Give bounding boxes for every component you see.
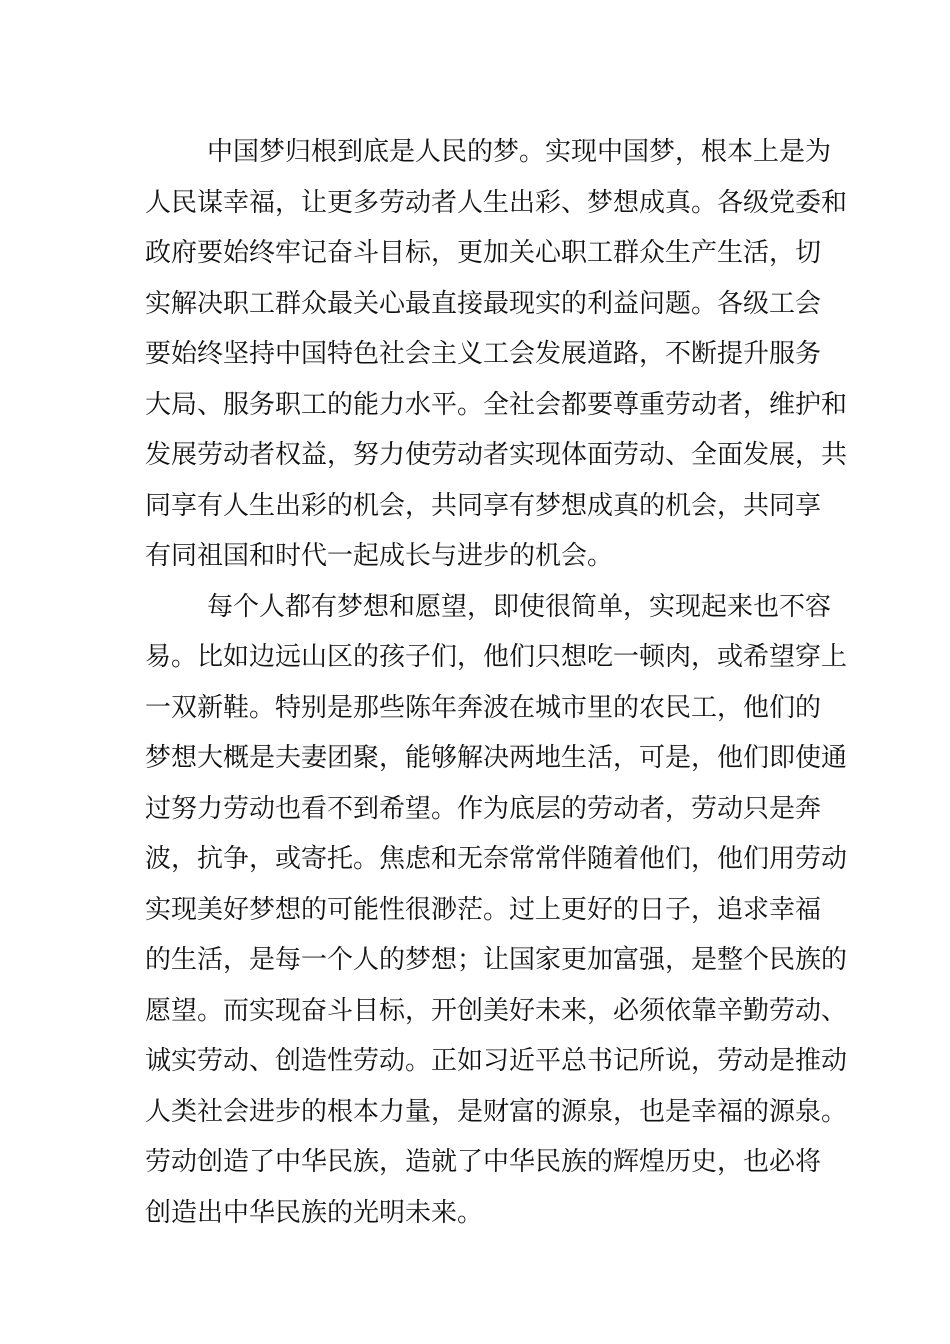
text-line: 同享有人生出彩的机会，共同享有梦想成真的机会，共同享 — [145, 490, 822, 521]
text-line: 梦想大概是夫妻团聚，能够解决两地生活，可是，他们即使通 — [145, 743, 848, 773]
text-line: 发展劳动者权益，努力使劳动者实现体面劳动、全面发展，共 — [145, 440, 848, 470]
text-line: 政府要始终牢记奋斗目标，更加关心职工群众生产生活，切 — [145, 238, 822, 268]
body-text — [145, 127, 848, 1238]
text-line: 的生活，是每一个人的梦想；让国家更加富强，是整个民族的 — [145, 945, 848, 975]
text-line: 人类社会进步的根本力量，是财富的源泉，也是幸福的源泉。 — [145, 1096, 848, 1127]
text-line: 人民谋幸福，让更多劳动者人生出彩、梦想成真。各级党委和 — [145, 187, 848, 218]
text-line: 愿望。而实现奋斗目标，开创美好未来，必须依靠辛勤劳动、 — [145, 995, 848, 1026]
paragraph-1 — [145, 127, 848, 582]
text-line: 实解决职工群众最关心最直接最现实的利益问题。各级工会 — [145, 288, 822, 319]
text-line: 要始终坚持中国特色社会主义工会发展道路，不断提升服务 — [145, 339, 822, 369]
text-line: 劳动创造了中华民族，造就了中华民族的辉煌历史，也必将 — [145, 1147, 822, 1177]
text-line: 每个人都有梦想和愿望，即使很简单，实现起来也不容 — [207, 591, 832, 622]
paragraph-2 — [145, 582, 848, 1239]
text-line: 易。比如边远山区的孩子们，他们只想吃一顿肉，或希望穿上 — [145, 642, 848, 672]
text-line: 中国梦归根到底是人民的梦。实现中国梦，根本上是为 — [207, 137, 832, 167]
text-line: 一双新鞋。特别是那些陈年奔波在城市里的农民工，他们的 — [145, 692, 822, 723]
text-line: 有同祖国和时代一起成长与进步的机会。 — [145, 541, 614, 571]
text-line: 诚实劳动、创造性劳动。正如习近平总书记所说，劳动是推动 — [145, 1046, 848, 1076]
text-line: 创造出中华民族的光明未来。 — [145, 1197, 484, 1228]
text-line: 过努力劳动也看不到希望。作为底层的劳动者，劳动只是奔 — [145, 793, 822, 824]
text-line: 波，抗争，或寄托。焦虑和无奈常常伴随着他们，他们用劳动 — [145, 844, 848, 874]
text-line: 实现美好梦想的可能性很渺茫。过上更好的日子，追求幸福 — [145, 894, 822, 925]
text-line: 大局、服务职工的能力水平。全社会都要尊重劳动者，维护和 — [145, 389, 848, 420]
